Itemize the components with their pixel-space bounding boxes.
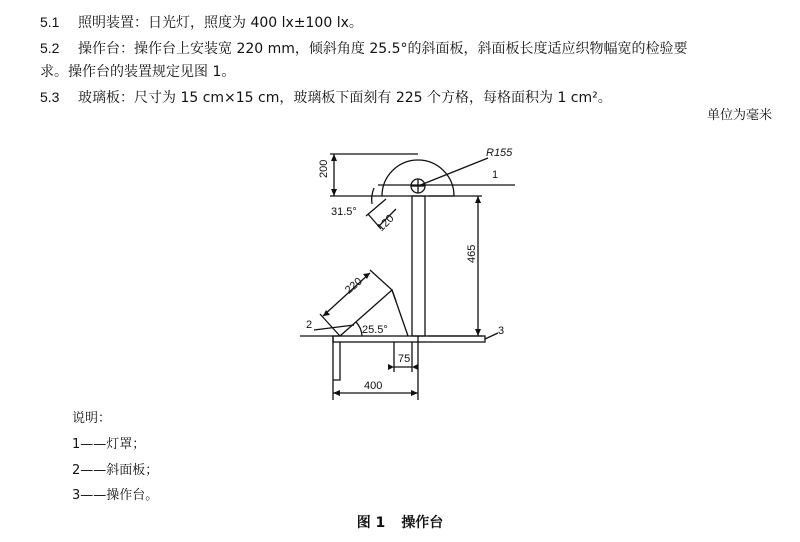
- label-120: 120: [375, 212, 397, 235]
- clause-text: 玻璃板：尺寸为 15 cm×15 cm，玻璃板下面刻有 225 个方格，每格面积为 1 cm²。: [78, 90, 612, 106]
- figure-number: 图 1: [356, 515, 386, 531]
- callout-1: 1: [492, 169, 499, 181]
- label-200: 200: [318, 159, 330, 178]
- legend-item-2: 2——斜面板；: [72, 463, 159, 478]
- legend-title: 说明：: [72, 411, 112, 426]
- clause-text: 照明装置：日光灯，照度为 400 lx±100 lx。: [78, 15, 363, 31]
- legend-item-3: 3——操作台。: [72, 488, 159, 503]
- callout-3: 3: [498, 325, 505, 337]
- lamp-post: [412, 196, 425, 336]
- unit-note: 单位为毫米: [706, 108, 772, 123]
- legend-item-1: 1——灯罩；: [72, 437, 146, 452]
- clause-5-3: [40, 87, 612, 108]
- clause-5-2-continuation: 求。操作台的装置规定见图 1。: [40, 64, 236, 80]
- clause-number: 5.2: [40, 40, 60, 56]
- label-465: 465: [466, 244, 478, 263]
- operating-table: [333, 336, 485, 342]
- label-75: 75: [398, 353, 411, 365]
- callout-2: 2: [306, 319, 313, 331]
- clause-5-1: [40, 12, 363, 33]
- clause-text: 操作台：操作台上安装宽 220 mm，倾斜角度 25.5°的斜面板，斜面板长度适应织物幅宽的检验要: [78, 41, 688, 57]
- figure-caption: [0, 512, 800, 532]
- clause-5-2: [40, 38, 688, 59]
- figure-title: 操作台: [401, 515, 444, 531]
- label-31-5: 31.5°: [331, 206, 357, 218]
- operating-table-diagram: [290, 136, 530, 408]
- label-400: 400: [364, 380, 383, 392]
- label-220: 220: [342, 275, 365, 297]
- clause-number: 5.3: [40, 89, 60, 105]
- clause-number: 5.1: [40, 14, 60, 30]
- label-25-5: 25.5°: [362, 324, 388, 336]
- label-r155: R155: [486, 147, 513, 159]
